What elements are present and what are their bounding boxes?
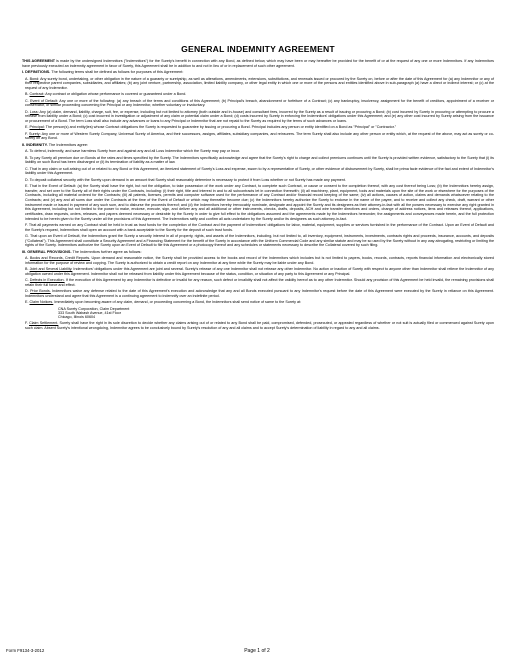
definitions-list (22, 77, 494, 141)
item-body: Immediately upon becoming aware of any claim, demand, or proceeding concerning a Bond, the Indemnitors shall send notice of same to the Surety at: (53, 300, 302, 305)
definition-item (22, 77, 494, 91)
definition-item (22, 125, 494, 130)
definition-item (22, 110, 494, 124)
item-term: Contract: (29, 92, 45, 97)
item-key: E. (25, 125, 30, 130)
item-body: The person(s) and entity(ies) whose Contract obligations the Surety is requested to guarantee by issuing or procuring a Bond. Principal includes any person or entity identified on a Bond as "Principal" or "Contractor." (44, 125, 397, 130)
indemnity-item: E. That in the Event of Default: (a) the Surety shall have the right, but not the obligation, to take possession of the work under any Contract, to complete such Contract, or cause or consent to the completion thereof, with any cost thereof being Loss; (b) the Indemnitors hereby assign, transfer, and set over to the Surety all of their rights under the Contracts, including: (i) their right, title and interest in and to all subcontracts let in connection therewith; (ii) all machinery, plant, equipment, tools and materials upon the site of the work or elsewhere for the purposes of the Contracts, including all material ordered for the Contracts; (iii) all patents, licenses, permits and computer software used for the performance of any Contract and/or financial record keeping of the same; (iv) all actions, causes of action, claims and demands whatsoever relating to the Contracts; and (v) any and all sums due under the Contracts at the time of the Event of Default or which may thereafter become due; (c) the Indemnitors hereby authorize the Surety to endorse in the name of the payee, and to receive and collect any check, draft, warrant or other instrument made or issued in payment of any such sum, and to disburse the proceeds thereof; and (d) the Indemnitors hereby irrevocably nominate, designate and appoint the Surety and its designees as their attorney-in-fact with all the powers necessary to exercise any right granted in this Agreement, including but not limited to the power to make, endorse, execute, sign, and deliver any and all additional or other instruments, checks, drafts, deposits, ACH and wire transfer directives and orders, change of address notices, liens and releases thereof, applications, certificates, draw requests, orders, releases, and papers deemed necessary or desirable by the Surety in order to give full effect to the obligations assumed and the agreements made by the Indemnitors hereunder, the assignments and conveyances made herein, and the full protection intended to be herein given to the Surety under all the provisions of this Agreement. The Indemnitors ratify and confirm all acts undertaken by the Surety and/or its designees as such attorney-in-fact. (25, 183, 494, 221)
section-heading-label: III. GENERAL PROVISIONS. (22, 250, 72, 255)
indemnity-item: A. To defend, indemnify, and save harmless Surety from and against any and all Loss Indemnitor which the Surety may pay or incur. (25, 149, 240, 154)
address-line: CNA Surety Corporation, Claim Department (58, 306, 130, 311)
item-term: Claim Notices. (29, 300, 54, 305)
item-term: Prior Bonds. (30, 289, 51, 294)
section-indemnity-heading (22, 143, 494, 148)
section-heading-label: II. INDEMNITY. (22, 143, 48, 148)
intro-paragraph (22, 59, 494, 68)
form-number: Form F9134-3-2012 (6, 648, 45, 653)
item-term: Event of Default: (30, 98, 59, 103)
item-key: B. (25, 267, 30, 272)
provision-item (22, 256, 494, 265)
item-term: Claim Settlement. (29, 321, 59, 326)
section-heading-rest: The Indemnitors agree: (47, 143, 88, 148)
item-term: Loss: (29, 109, 39, 114)
provision-item (22, 300, 494, 305)
section-heading-rest: The Indemnitors further agree as follows: (71, 250, 142, 255)
definition-item (22, 132, 494, 141)
item-term: Books and Records, Credit Reports. (29, 256, 91, 261)
item-key: A. (25, 76, 30, 81)
definition-item (22, 92, 494, 97)
item-term: Principal: (29, 125, 45, 130)
intro-text: is made by the undersigned Indemnitors ("Indemnitors") for the Surety's benefit in connection with any Bond, as defined below, which may have been or may hereafter be provided for the benefit of or at the request of any one or more Indemnitors. If any Indemnitors have previously executed an indemnity agreement in favor of Surety, this Agreement shall be in addition to and not in lieu of or in replacement of such other agreement. (22, 59, 494, 68)
item-key: F. (25, 131, 29, 136)
item-body: Surety shall have the right in its sole discretion to decide whether any claims arising out of or related to any Bond shall be paid, compromised, defended, prosecuted, or appealed regardless of whether or not suit is actually filed or commenced against Surety upon such claim. Absent Surety's intentional wrongdoing, Indemnitor agrees to be conclusively bound by Surety's resolution of any and all claims and to accept Surety's determination of liability in regard to any and all claims. (25, 321, 494, 330)
section-heading-rest: The following terms shall be defined as follows for purposes of this Agreement: (50, 70, 184, 75)
item-key: C. (25, 278, 30, 283)
item-key: D. (25, 109, 30, 114)
document-title: GENERAL INDEMNITY AGREEMENT (181, 44, 335, 54)
provision-item (22, 267, 494, 276)
indemnity-item: B. To pay Surety all premium due on Bonds at the rates and times specified by the Surety. The Indemnitors specifically acknowledge and agree that the Surety's right to charge and collect premiums continues until the Surety is provided written evidence, satisfactory to the Surety that (i) its liability on such Bond has been discharged or (ii) its termination of liability as a matter of law. (25, 155, 494, 165)
item-body: Upon demand and reasonable notice, the Surety shall be provided access to the books and record of the Indemnitors which includes but is not limited to papers, books, records, contracts, reports financial information and electronically stored information for the purpose of review and copying. The Surety is authorized to obtain a credit report on any Indemnitor at any time while the Surety may be liable under any Bond. (25, 256, 494, 266)
item-body: Any (a) claim, demand, liability, charge, suit, fee, or expense, including but not limited to attorney (both outside and in-house) and consultant fees, incurred by the Surety as a result of issuing or procuring a Bond; (b) cost incurred by Surety in procuring or attempting to procure a release from liability under a Bond; (c) cost incurred in investigation or adjustment of any claim or potential claim under a Bond; (d) costs incurred by Surety in enforcing the Indemnitors' obligations under this Agreement; and (e) any other cost incurred by Surety arising from the issuance or procurement of a Bond. The term Loss shall also include any advances or loans to any Principal or Indemnitor that are not repaid to the Surety as required by the terms of such advances or loans. (25, 109, 494, 124)
item-body: Any surety bond, undertaking, or other obligation in the nature of a guaranty or suretyship, as well as alterations, amendments, extensions, substitutions, and renewals issued or procured by the Surety on, before or after the date of this Agreement for (a) any Indemnitor or any of their respective parent companies, subsidiaries, and affiliates; (b) any joint venture, partnership, association, limited liability company, or other legal entity in which one or more of the persons and entities identified above in sub-paragraph (a) have a direct or indirect interest; or (c) at the request of any Indemnitor. (25, 76, 494, 91)
item-key: E. (25, 300, 30, 305)
page-number: Page 1 of 2 (244, 647, 270, 654)
indemnity-item: C. That in any claim or suit arising out of or related to any Bond or this Agreement, an itemized statement of Surety's Loss and expense, sworn to by a representative of Surety, or other evidence of disbursement by Surety, shall be prima facie evidence of the fact and extent of Indemnitor's liability under this Agreement. (25, 166, 494, 176)
item-term: Bond: (29, 76, 40, 81)
item-term: Surety: (28, 131, 41, 136)
general-provisions-list (22, 256, 494, 330)
item-body: Indemnitors waive any defense related to the date of this Agreement's execution and acknowledge that any and all Bonds executed pursuant to any Indemnitor's request before the date of this Agreement were executed by the Surety in reliance on this Agreement. Indemnitors understand and agree that this Agreement is a continuing agreement to indemnify over an indefinite period. (25, 289, 494, 299)
item-body: Any one or more of the following: (a) any breach of the terms and conditions of this Agreement; (b) Principal's breach, abandonment or forfeiture of a Contract; (c) any bankruptcy, insolvency, assignment for the benefit of creditors, appointment of a receiver or conservator, or similar proceeding concerning the Principal or any Indemnitor, whether voluntary or involuntary. (25, 98, 494, 108)
address-line: 333 South Wabash Avenue, 41st Floor (58, 310, 121, 315)
intro-lead: THIS AGREEMENT (22, 59, 56, 63)
item-body: Indemnitors' obligations under this Agreement are joint and several. Surety's release of any one Indemnitor shall not release any other Indemnitor. No action or inaction of Surety with respect to anyone other than Indemnitor shall relieve the Indemnitor of any obligation owned under this Agreement. Indemnitor shall not be released from liability under this Agreement because of the status, condition, or situation of any party to this Agreement or any Principal. (25, 267, 494, 277)
indemnity-item: D. To deposit collateral security with the Surety upon demand in an amount that Surety shall reasonably determine is necessary to protect it from Loss whether or not Surety has made any payment. (25, 177, 346, 182)
provision-item (22, 278, 494, 287)
address-line: Chicago, Illinois 60604 (58, 315, 96, 320)
claims-address (22, 307, 494, 320)
indemnity-item: F. That all payments earned on any Contract shall be held in trust as trust funds for the completion of the Contract and the payment of Indemnitors' obligations for labor, material, equipment, supplies or services furnished in the performance of the Contract. Upon an Event of Default and the Surety's request, Indemnitors shall open an account with a bank acceptable to the Surety for the deposit of such trust funds. (25, 223, 494, 232)
provision-item (22, 321, 494, 330)
item-key: F. (25, 321, 30, 326)
item-term: Defects in Execution. (29, 278, 65, 283)
item-key: A. (25, 256, 30, 261)
provision-item (22, 289, 494, 298)
indemnity-list (22, 149, 494, 248)
item-key: C. (25, 98, 31, 103)
item-key: B. (25, 92, 30, 97)
indemnity-item: G. That upon an Event of Default, the Indemnitors grant the Surety a security interest in all of property, rights, and assets of the Indemnitors, including, but not limited to, all inventory, equipment, instruments, investments, contracts rights and proceeds, insurance, accounts, and deposits ("Collateral"). This Agreement shall constitute a Security Agreement and a Financing Statement for the benefit of the Surety in accordance with the Uniform Commercial Code and any similar statute and may be so used by the Surety without in any way abrogating, restricting or limiting the rights of the Surety. Indemnitors authorize the Surety upon an Event of Default to file this Agreement or a photocopy thereof and any schedules or statements necessary to describe the Collateral covered by such filing. (25, 234, 494, 248)
item-body: Any contract or obligation whose performance is covered or guaranteed under a Bond. (44, 92, 187, 97)
definition-item (22, 99, 494, 108)
section-definitions-heading (22, 70, 494, 75)
item-term: Joint and Several Liability. (29, 267, 73, 272)
section-general-provisions-heading (22, 250, 494, 255)
item-key: D. (25, 289, 31, 294)
item-body: If the execution of this Agreement by any Indemnitor is defective or invalid for any reason, such defect or invalidity shall not affect the validity hereof as to any other Indemnitor. Should any provision of this Agreement be held invalid, the remaining provisions shall retain their full force and effect. (25, 278, 495, 288)
section-heading-label: I. DEFINITIONS. (22, 70, 51, 75)
item-body: Any one or more of Western Surety Company, Universal Surety of America, and their successors, assigns, affiliates, subsidiary companies, and reinsurers. The term Surety shall also include any other person or entity which, at the request of the above, may act as surety or co-surety on any Bond. (25, 131, 494, 141)
